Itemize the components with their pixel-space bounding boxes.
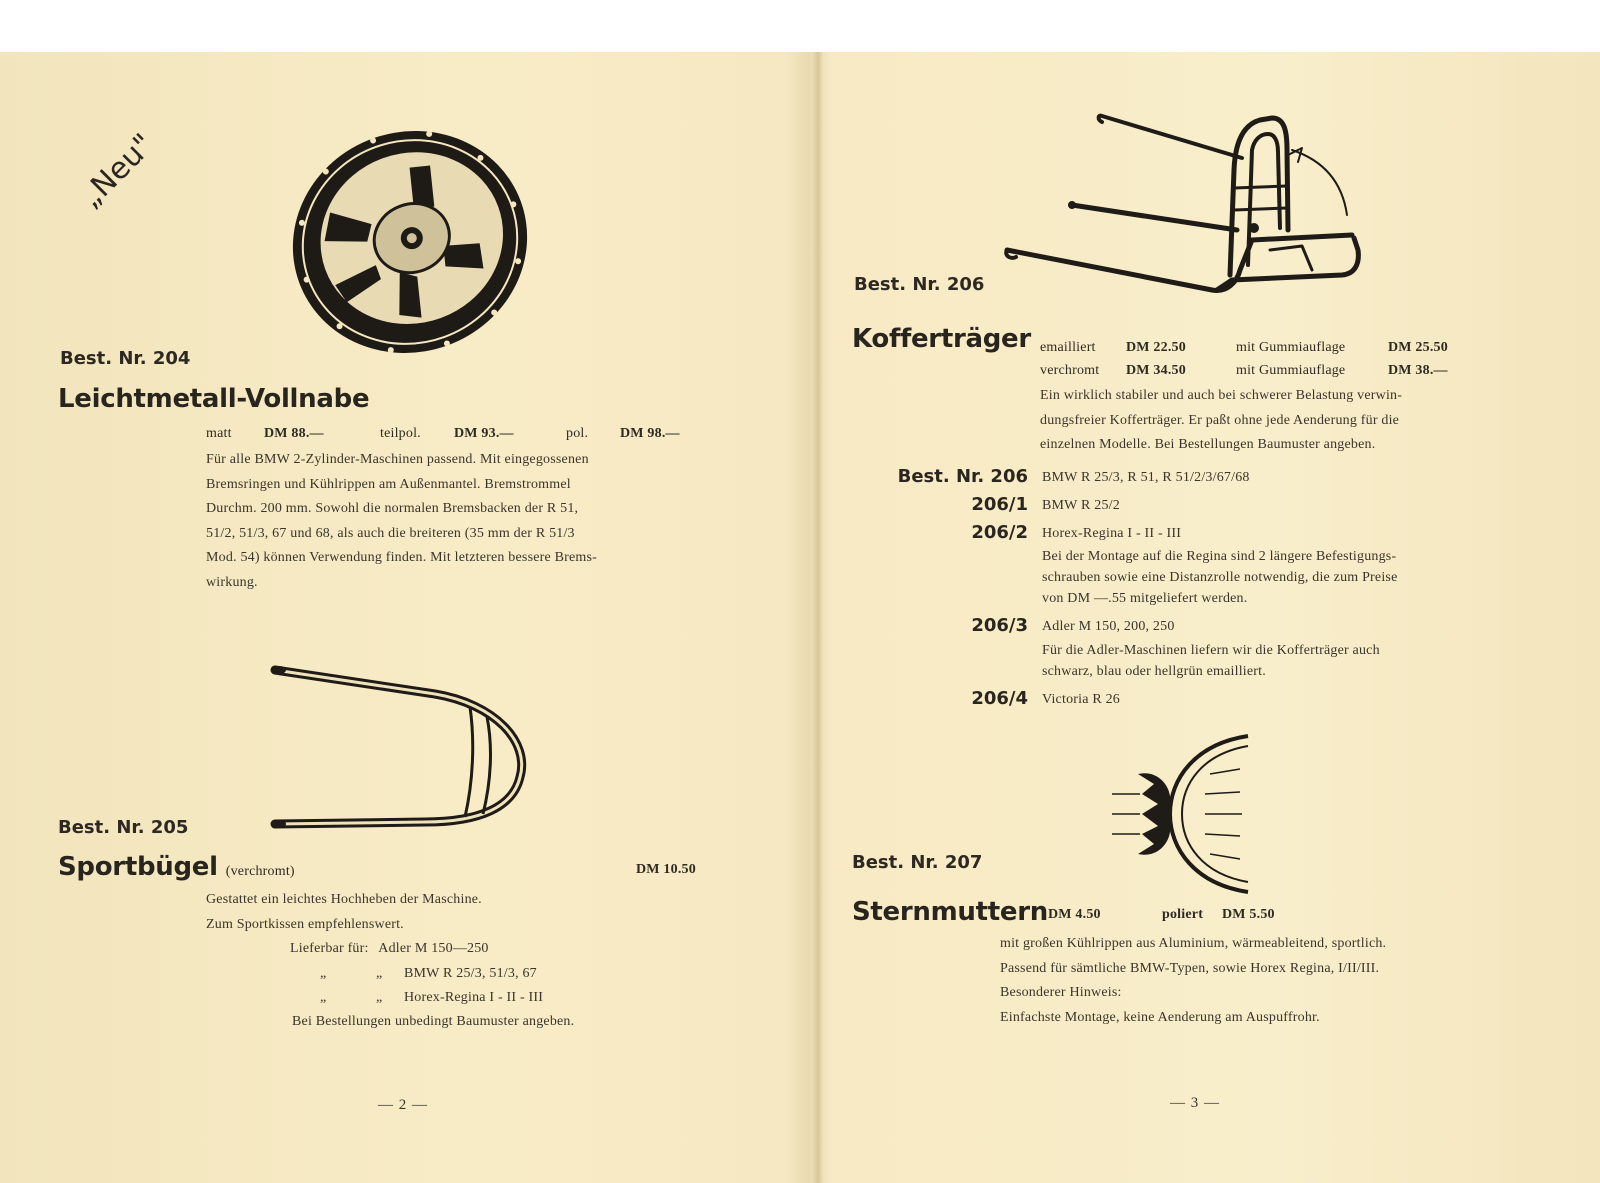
variant-num: 206/1 <box>971 494 1028 515</box>
label-matt: matt <box>206 426 232 441</box>
neu-label: „Neu" <box>73 127 162 215</box>
title-sternmuttern: Sternmuttern <box>852 897 1048 927</box>
title-sportbuegel: Sportbügel <box>58 852 218 882</box>
footer-205: Bei Bestellungen unbedingt Baumuster angeben. <box>292 1014 575 1029</box>
title-row-207 <box>852 897 1552 933</box>
ditto-mark: „ <box>320 990 327 1005</box>
price-teilpol: DM 93.— <box>454 426 514 441</box>
price-matt: DM 88.— <box>264 426 324 441</box>
wheel-hub-illustration <box>285 117 535 367</box>
variant-desc: BMW R 25/2 <box>1042 498 1120 513</box>
price-poliert: DM 5.50 <box>1222 907 1275 922</box>
lieferbar-label: Lieferbar für: <box>290 941 369 956</box>
star-nut-illustration <box>1110 734 1260 894</box>
text-line: Ein wirklich stabiler und auch bei schwerer Belastung verwin- <box>1040 388 1403 403</box>
variant-desc: Victoria R 26 <box>1042 692 1120 707</box>
variant-desc: Horex-Regina I - II - III <box>1042 526 1182 541</box>
text-line: Für alle BMW 2-Zylinder-Maschinen passend. Mit eingegossenen <box>206 452 589 467</box>
text-line: Bremsringen und Kühlrippen am Außenmantel. Bremstrommel <box>206 476 571 492</box>
price-block-206 <box>1040 340 1600 388</box>
ditto-mark: „ <box>376 965 383 981</box>
text-line: Durchm. 200 mm. Sowohl die normalen Bremsbacken der R 51, <box>206 501 579 516</box>
price-207: DM 4.50 <box>1048 907 1101 922</box>
best-nr-204: Best. Nr. 204 <box>60 348 191 369</box>
variant-num: Best. Nr. 206 <box>897 466 1028 487</box>
variant-num: 206/2 <box>971 522 1028 543</box>
price-emailliert: DM 22.50 <box>1126 340 1186 355</box>
subtitle-verchromt: (verchromt) <box>225 864 295 879</box>
label-mit-gummiauflage-2: mit Gummiauflage <box>1236 363 1346 378</box>
best-nr-207: Best. Nr. 207 <box>852 852 983 873</box>
text-line: mit großen Kühlrippen aus Aluminium, wärmeableitend, sportlich. <box>1000 936 1387 951</box>
variant-num: 206/3 <box>971 615 1028 636</box>
title-row-205 <box>58 852 708 888</box>
page-number-left: — 2 — <box>378 1097 428 1113</box>
text-line: Zum Sportkissen empfehlenswert. <box>206 916 404 932</box>
text-line: Passend für sämtliche BMW-Typen, sowie Horex Regina, I/II/III. <box>1000 960 1380 976</box>
price-mit-gummiauflage-2: DM 38.— <box>1388 363 1448 378</box>
catalog-spread <box>0 52 1600 1183</box>
text-line: Für die Adler-Maschinen liefern wir die Kofferträger auch <box>1042 643 1380 658</box>
text-line: dungsfreier Kofferträger. Er paßt ohne jede Aenderung für die <box>1040 412 1400 428</box>
label-poliert: poliert <box>1162 907 1204 922</box>
text-line: Bei der Montage auf die Regina sind 2 längere Befestigungs- <box>1042 549 1397 564</box>
price-mit-gummiauflage-1: DM 25.50 <box>1388 340 1448 355</box>
text-204 <box>206 448 706 595</box>
price-pol: DM 98.— <box>620 426 680 441</box>
text-line: schrauben sowie eine Distanzrolle notwendig, die zum Preise <box>1042 570 1398 585</box>
variant-num: 206/4 <box>971 688 1028 709</box>
text-line: Einfachste Montage, keine Aenderung am Auspuffrohr. <box>1000 1009 1320 1025</box>
page-number-right: — 3 — <box>1170 1095 1220 1111</box>
variant-note <box>1042 546 1512 609</box>
label-verchromt: verchromt <box>1040 363 1100 378</box>
lieferbar-row <box>290 962 710 987</box>
label-teilpol: teilpol. <box>380 426 421 441</box>
price-line-204 <box>206 426 706 446</box>
title-leichtmetall-vollnabe: Leichtmetall-Vollnabe <box>58 384 370 414</box>
best-nr-206: Best. Nr. 206 <box>854 274 985 295</box>
best-nr-205: Best. Nr. 205 <box>58 817 189 838</box>
price-205: DM 10.50 <box>636 862 696 877</box>
label-mit-gummiauflage-1: mit Gummiauflage <box>1236 340 1346 355</box>
text-205 <box>206 888 706 937</box>
page-left <box>0 52 816 1183</box>
lieferbar-list <box>290 937 710 1011</box>
lieferbar-row <box>290 986 710 1011</box>
ditto-mark: „ <box>320 965 327 981</box>
ditto-mark: „ <box>376 990 383 1005</box>
label-pol: pol. <box>566 426 589 441</box>
text-line: Besonderer Hinweis: <box>1000 985 1122 1000</box>
text-line: schwarz, blau oder hellgrün emailliert. <box>1042 664 1266 679</box>
lieferbar-item: Adler M 150—250 <box>378 941 489 956</box>
text-line: 51/2, 51/3, 67 und 68, als auch die breiteren (35 mm der R 51/3 <box>206 525 575 541</box>
label-emailliert: emailliert <box>1040 340 1096 355</box>
text-line: von DM —.55 mitgeliefert werden. <box>1042 591 1248 606</box>
lieferbar-item: BMW R 25/3, 51/3, 67 <box>404 965 537 981</box>
variant-desc: Adler M 150, 200, 250 <box>1042 619 1175 634</box>
variant-desc: BMW R 25/3, R 51, R 51/2/3/67/68 <box>1042 470 1250 485</box>
sport-bar-illustration <box>265 662 545 842</box>
lieferbar-row <box>290 937 710 962</box>
text-line: Mod. 54) können Verwendung finden. Mit letzteren bessere Brems- <box>206 550 598 565</box>
text-line: wirkung. <box>206 574 258 590</box>
text-line: einzelnen Modelle. Bei Bestellungen Baumuster angeben. <box>1040 437 1376 452</box>
lieferbar-item: Horex-Regina I - II - III <box>404 990 544 1005</box>
text-206 <box>1040 384 1560 458</box>
page-right <box>822 52 1600 1183</box>
title-koffertraeger: Kofferträger <box>852 324 1031 354</box>
luggage-rack-illustration <box>1002 110 1392 310</box>
price-verchromt: DM 34.50 <box>1126 363 1186 378</box>
text-line: Gestattet ein leichtes Hochheben der Maschine. <box>206 892 482 907</box>
text-207 <box>1000 932 1560 1030</box>
variant-note <box>1042 640 1512 682</box>
